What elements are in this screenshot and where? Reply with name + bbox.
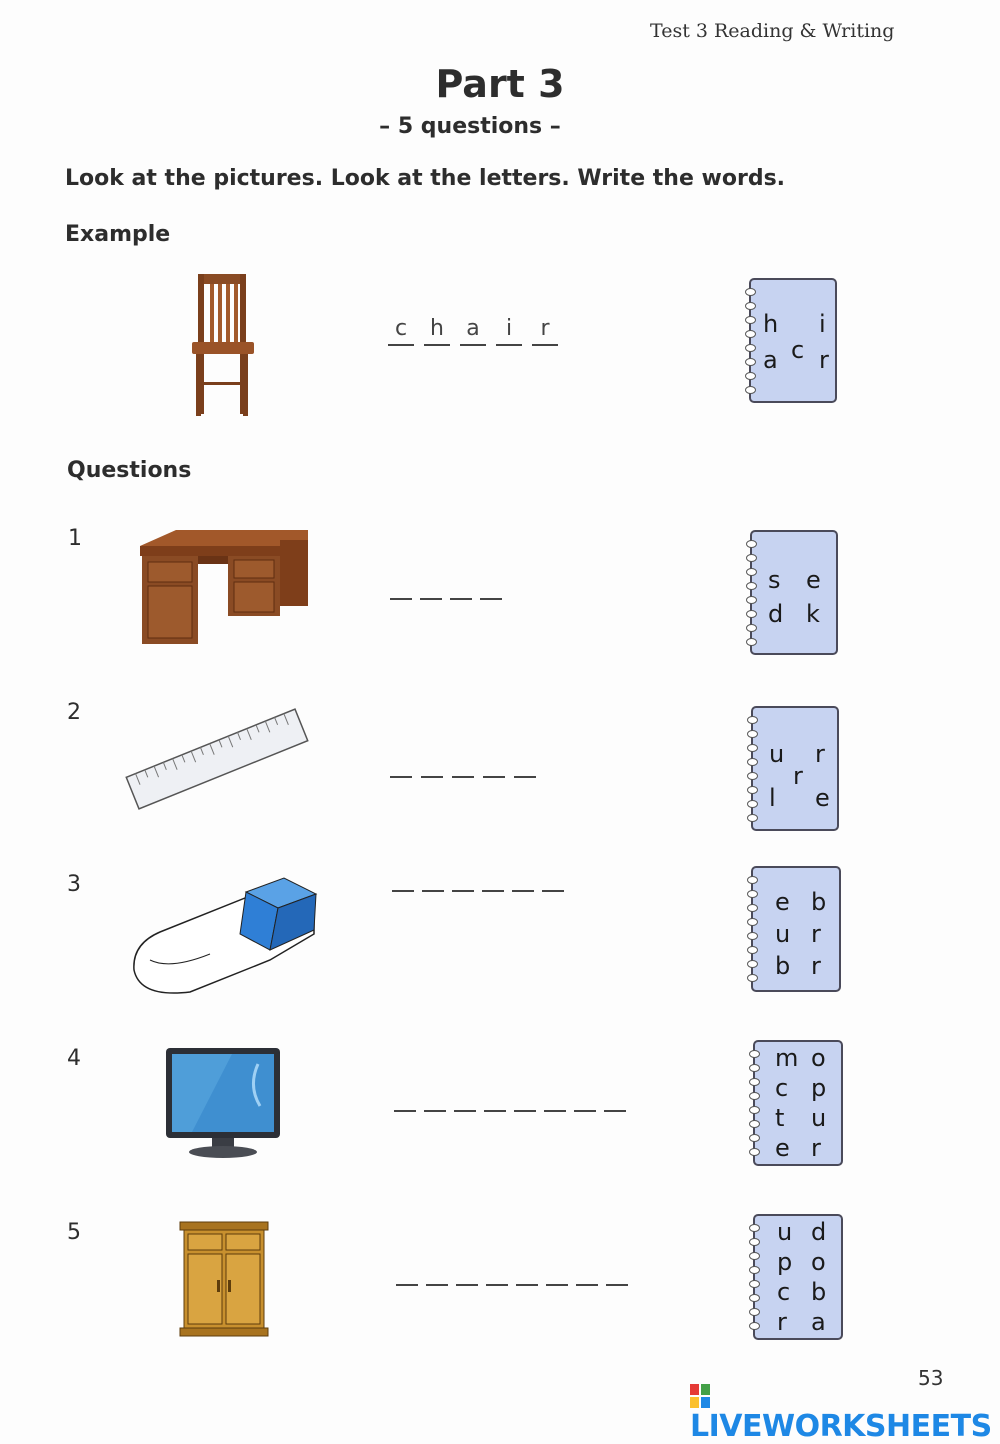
- answer-blank[interactable]: [514, 1084, 536, 1112]
- pad-letter: s: [768, 566, 781, 594]
- answer-blank[interactable]: [426, 1258, 448, 1286]
- answer-blank[interactable]: [576, 1258, 598, 1286]
- pad-letter: e: [806, 566, 821, 594]
- pad-letter: d: [811, 1218, 827, 1246]
- pad-letter: l: [769, 784, 776, 812]
- pad-letter: r: [811, 920, 821, 948]
- answer-blank[interactable]: [454, 1084, 476, 1112]
- question-number: 3: [67, 872, 81, 897]
- answer-blank[interactable]: [542, 864, 564, 892]
- answer-blank[interactable]: [420, 572, 442, 600]
- answer-blank[interactable]: [452, 750, 474, 778]
- answer-blanks[interactable]: [390, 572, 502, 600]
- answer-blanks[interactable]: [396, 1258, 628, 1286]
- answer-letter: a: [460, 318, 486, 346]
- questions-heading: Questions: [67, 458, 192, 483]
- eraser-picture: [130, 874, 320, 1000]
- page-header: Test 3 Reading & Writing: [650, 20, 895, 42]
- pad-letter: e: [815, 784, 830, 812]
- pad-letter: b: [811, 1278, 827, 1306]
- answer-blank[interactable]: [516, 1258, 538, 1286]
- answer-blank[interactable]: [512, 864, 534, 892]
- answer-blanks[interactable]: [394, 1084, 626, 1112]
- answer-letter: i: [496, 318, 522, 346]
- answer-blank[interactable]: [452, 864, 474, 892]
- pad-letter: r: [811, 1134, 821, 1162]
- letter-pad-4: [753, 1040, 843, 1166]
- pad-letter: o: [811, 1044, 826, 1072]
- pad-letter: m: [775, 1044, 799, 1072]
- answer-blank[interactable]: [484, 1084, 506, 1112]
- pad-letter: h: [763, 310, 779, 338]
- answer-blanks[interactable]: [390, 750, 536, 778]
- page-number: 53: [918, 1366, 944, 1390]
- pad-letter: c: [777, 1278, 791, 1306]
- answer-blank[interactable]: [422, 864, 444, 892]
- pad-letter: r: [815, 740, 825, 768]
- cupboard-picture: [178, 1220, 270, 1342]
- answer-blank[interactable]: [390, 572, 412, 600]
- answer-blank[interactable]: [514, 750, 536, 778]
- letter-pad-1: [750, 530, 838, 655]
- pad-letter: e: [775, 1134, 790, 1162]
- desk-picture: [136, 528, 312, 652]
- pad-letter: r: [793, 762, 803, 790]
- example-letter-pad: [749, 278, 837, 403]
- question-number: 5: [67, 1220, 81, 1245]
- letter-pad-2: [751, 706, 839, 831]
- pad-letter: p: [777, 1248, 793, 1276]
- answer-blank[interactable]: [450, 572, 472, 600]
- answer-blank[interactable]: [544, 1084, 566, 1112]
- answer-blank[interactable]: [482, 864, 504, 892]
- letter-pad-3: [751, 866, 841, 992]
- answer-blank[interactable]: [456, 1258, 478, 1286]
- letter-pad-5: [753, 1214, 843, 1340]
- answer-letter: r: [532, 318, 558, 346]
- pad-letter: a: [763, 346, 778, 374]
- answer-blank[interactable]: [421, 750, 443, 778]
- answer-blank[interactable]: [604, 1084, 626, 1112]
- pad-letter: b: [811, 888, 827, 916]
- pad-letter: u: [777, 1218, 793, 1246]
- answer-blank[interactable]: [390, 750, 412, 778]
- pad-letter: a: [811, 1308, 826, 1336]
- pad-letter: c: [791, 336, 805, 364]
- pad-letter: r: [811, 952, 821, 980]
- pad-letter: o: [811, 1248, 826, 1276]
- answer-blank[interactable]: [396, 1258, 418, 1286]
- pad-letter: c: [775, 1074, 789, 1102]
- pad-letter: u: [775, 920, 791, 948]
- question-number: 4: [67, 1046, 81, 1071]
- answer-blank[interactable]: [486, 1258, 508, 1286]
- chair-picture: [190, 272, 260, 426]
- pad-letter: d: [768, 600, 784, 628]
- pad-letter: p: [811, 1074, 827, 1102]
- pad-letter: r: [819, 346, 829, 374]
- computer-picture: [162, 1046, 284, 1164]
- example-heading: Example: [65, 222, 171, 247]
- answer-blank[interactable]: [392, 864, 414, 892]
- answer-blank[interactable]: [606, 1258, 628, 1286]
- answer-blank[interactable]: [574, 1084, 596, 1112]
- question-number: 2: [67, 700, 81, 725]
- pad-letter: k: [806, 600, 820, 628]
- pad-letter: t: [775, 1104, 785, 1132]
- pad-letter: r: [777, 1308, 787, 1336]
- page-title: Part 3: [435, 62, 565, 106]
- answer-blank[interactable]: [546, 1258, 568, 1286]
- question-number: 1: [68, 526, 82, 551]
- answer-letter: c: [388, 318, 414, 346]
- pad-letter: e: [775, 888, 790, 916]
- logo-icon: [690, 1381, 710, 1405]
- ruler-picture: [124, 700, 310, 822]
- pad-letter: i: [819, 310, 826, 338]
- logo-text: LIVEWORKSHEETS: [690, 1409, 992, 1444]
- answer-blank[interactable]: [483, 750, 505, 778]
- pad-letter: u: [769, 740, 785, 768]
- answer-blank[interactable]: [480, 572, 502, 600]
- example-answer: [388, 318, 558, 346]
- answer-letter: h: [424, 318, 450, 346]
- answer-blank[interactable]: [394, 1084, 416, 1112]
- pad-letter: b: [775, 952, 791, 980]
- liveworksheets-logo: [690, 1374, 1000, 1444]
- answer-blank[interactable]: [424, 1084, 446, 1112]
- instruction-text: Look at the pictures. Look at the letters. Write the words.: [65, 166, 786, 191]
- answer-blanks[interactable]: [392, 864, 564, 892]
- page-subtitle: – 5 questions –: [379, 114, 561, 139]
- pad-letter: u: [811, 1104, 827, 1132]
